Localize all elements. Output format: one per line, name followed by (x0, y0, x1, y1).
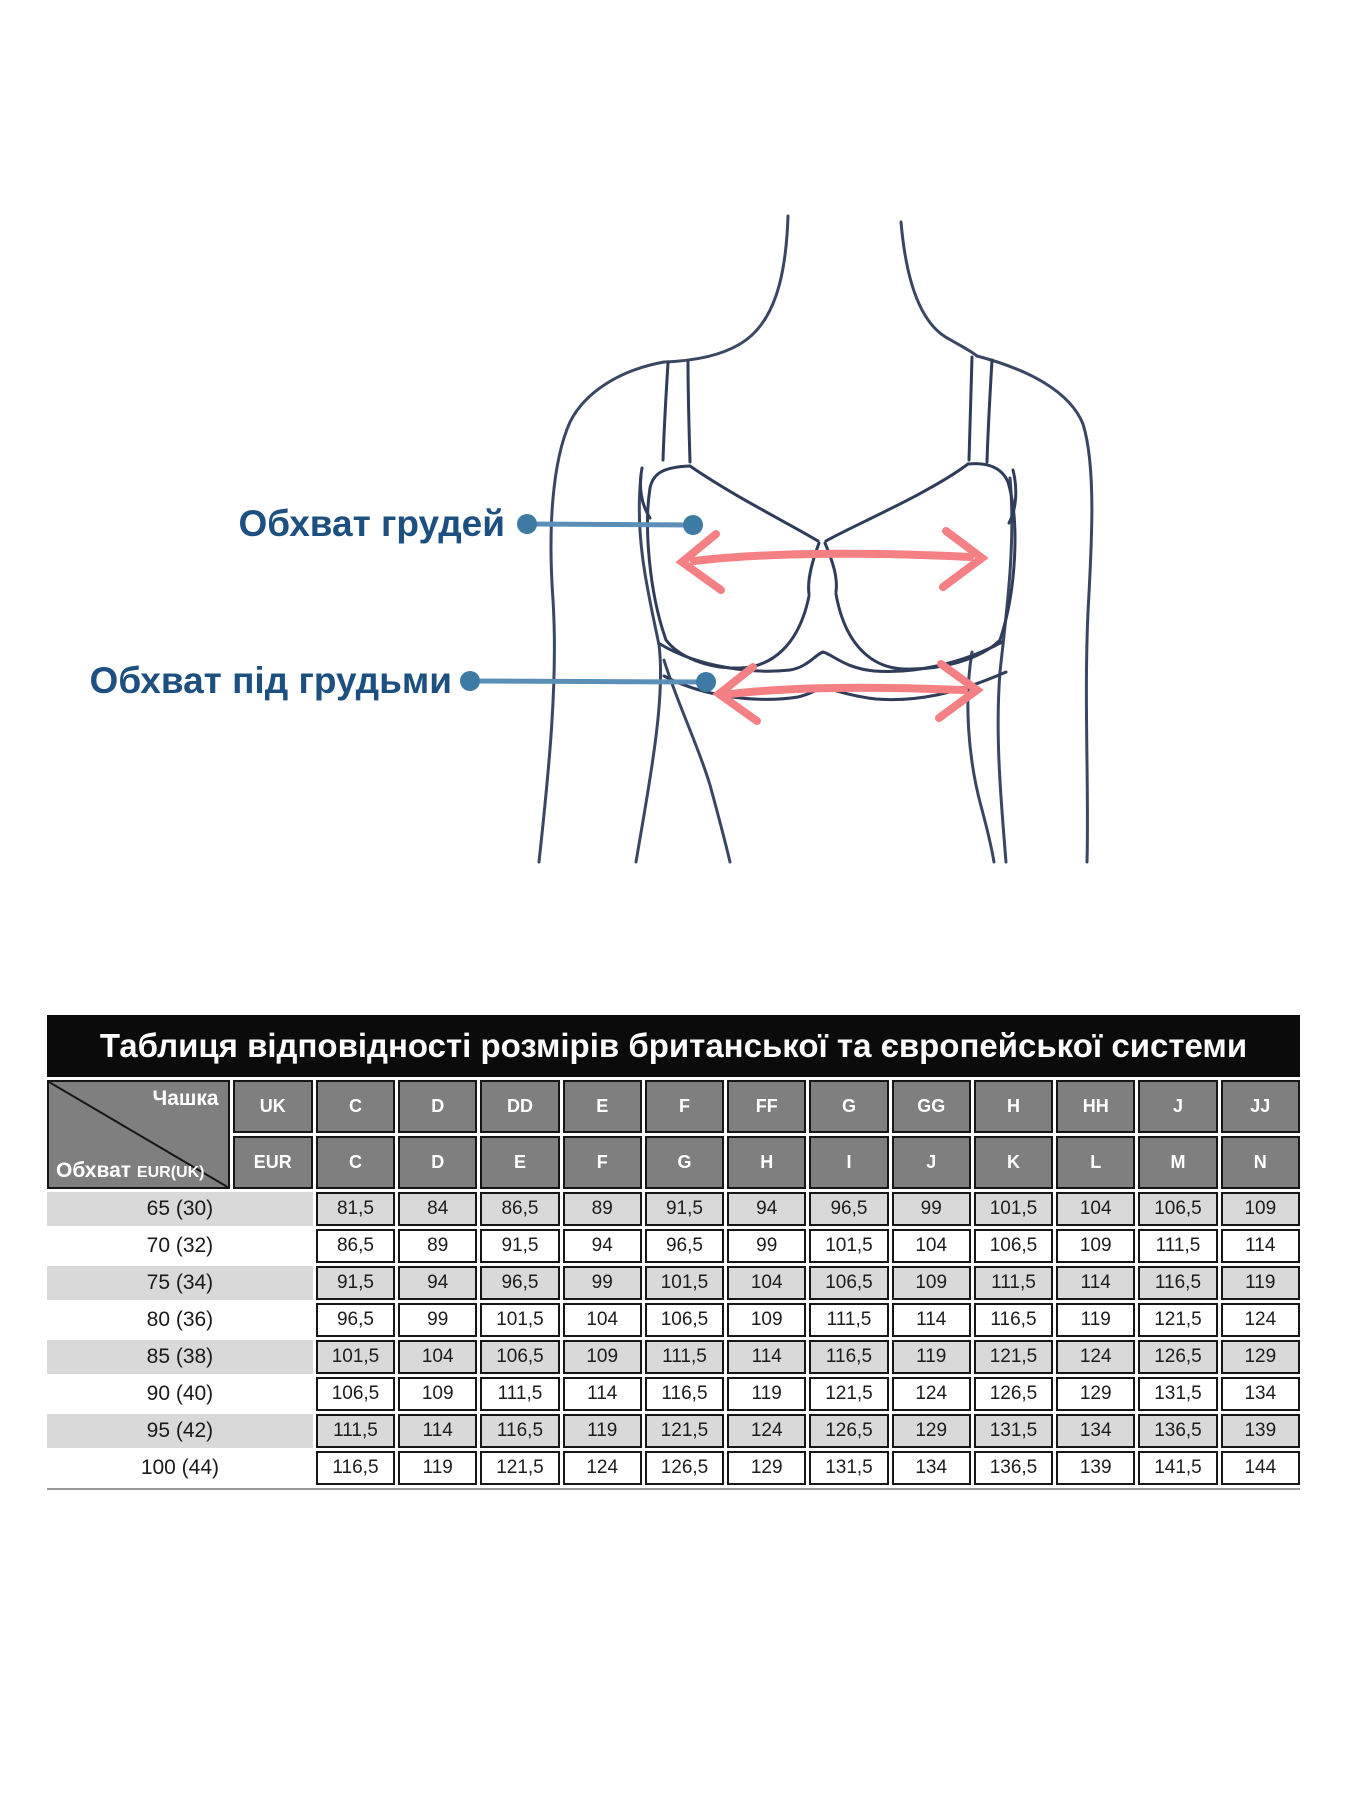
band-size-cell: 95 (42) (47, 1414, 313, 1448)
size-cell: 104 (398, 1340, 477, 1374)
size-cell: 121,5 (809, 1377, 888, 1411)
size-cell: 119 (563, 1414, 642, 1448)
size-cell: 106,5 (1138, 1192, 1217, 1226)
callout-dot (696, 672, 716, 692)
size-cell: 126,5 (1138, 1340, 1217, 1374)
cup-header: D (398, 1080, 477, 1133)
table-row (47, 1377, 1300, 1411)
cup-header: G (809, 1080, 888, 1133)
cup-header: K (974, 1136, 1053, 1189)
cup-header: H (727, 1136, 806, 1189)
size-cell: 104 (1056, 1192, 1135, 1226)
size-cell: 81,5 (316, 1192, 395, 1226)
cup-header: J (1138, 1080, 1217, 1133)
band-size-cell: 90 (40) (47, 1377, 313, 1411)
cup-header: DD (480, 1080, 559, 1133)
corner-girth-label (56, 1159, 204, 1183)
size-cell: 136,5 (1138, 1414, 1217, 1448)
size-cell: 114 (398, 1414, 477, 1448)
eur-header-row (47, 1136, 1300, 1189)
size-cell: 121,5 (645, 1414, 724, 1448)
size-cell: 136,5 (974, 1451, 1053, 1485)
cup-header: D (398, 1136, 477, 1189)
band-size-cell: 70 (32) (47, 1229, 313, 1263)
size-conversion-table (44, 1077, 1303, 1488)
size-cell: 119 (727, 1377, 806, 1411)
size-cell: 116,5 (1138, 1266, 1217, 1300)
size-cell: 111,5 (645, 1340, 724, 1374)
size-cell: 124 (563, 1451, 642, 1485)
callout-dot (517, 514, 537, 534)
cup-header: L (1056, 1136, 1135, 1189)
size-cell: 111,5 (480, 1377, 559, 1411)
size-cell: 116,5 (809, 1340, 888, 1374)
size-cell: 94 (563, 1229, 642, 1263)
size-cell: 141,5 (1138, 1451, 1217, 1485)
size-cell: 84 (398, 1192, 477, 1226)
size-cell: 119 (892, 1340, 971, 1374)
table-title: Таблиця відповідності розмірів британської та європейської системи (47, 1015, 1300, 1077)
size-cell: 104 (727, 1266, 806, 1300)
cup-header: C (316, 1080, 395, 1133)
band-size-cell: 80 (36) (47, 1303, 313, 1337)
girth-unit: EUR(UK) (136, 1164, 205, 1181)
table-row (47, 1340, 1300, 1374)
size-cell: 144 (1221, 1451, 1300, 1485)
size-cell: 126,5 (645, 1451, 724, 1485)
size-cell: 114 (1221, 1229, 1300, 1263)
size-cell: 124 (892, 1377, 971, 1411)
size-cell: 101,5 (974, 1192, 1053, 1226)
size-cell: 106,5 (809, 1266, 888, 1300)
cup-header: F (563, 1136, 642, 1189)
size-cell: 126,5 (974, 1377, 1053, 1411)
cup-header: J (892, 1136, 971, 1189)
size-cell: 86,5 (316, 1229, 395, 1263)
size-cell: 129 (727, 1451, 806, 1485)
size-cell: 109 (1056, 1229, 1135, 1263)
size-cell: 134 (892, 1451, 971, 1485)
size-cell: 96,5 (480, 1266, 559, 1300)
band-size-cell: 85 (38) (47, 1340, 313, 1374)
size-cell: 106,5 (316, 1377, 395, 1411)
cup-header: M (1138, 1136, 1217, 1189)
size-cell: 116,5 (480, 1414, 559, 1448)
size-cell: 91,5 (480, 1229, 559, 1263)
size-cell: 139 (1056, 1451, 1135, 1485)
band-size-cell: 75 (34) (47, 1266, 313, 1300)
size-cell: 139 (1221, 1414, 1300, 1448)
underbust-label: Обхват під грудьми (89, 660, 452, 701)
size-cell: 119 (1221, 1266, 1300, 1300)
size-cell: 104 (563, 1303, 642, 1337)
size-cell: 131,5 (1138, 1377, 1217, 1411)
size-cell: 109 (727, 1303, 806, 1337)
cup-header: F (645, 1080, 724, 1133)
cup-header: N (1221, 1136, 1300, 1189)
size-cell: 99 (892, 1192, 971, 1226)
size-cell: 111,5 (1138, 1229, 1217, 1263)
size-cell: 111,5 (809, 1303, 888, 1337)
size-cell: 114 (727, 1340, 806, 1374)
size-cell: 101,5 (480, 1303, 559, 1337)
eur-system-label: EUR (233, 1136, 313, 1189)
cup-header: G (645, 1136, 724, 1189)
size-cell: 86,5 (480, 1192, 559, 1226)
size-cell: 119 (398, 1451, 477, 1485)
table-row (47, 1414, 1300, 1448)
size-cell: 94 (727, 1192, 806, 1226)
size-cell: 114 (563, 1377, 642, 1411)
callout-dot (460, 671, 480, 691)
size-cell: 99 (563, 1266, 642, 1300)
size-cell: 111,5 (974, 1266, 1053, 1300)
size-cell: 96,5 (809, 1192, 888, 1226)
size-cell: 89 (563, 1192, 642, 1226)
size-cell: 131,5 (809, 1451, 888, 1485)
band-size-cell: 100 (44) (47, 1451, 313, 1485)
size-cell: 109 (563, 1340, 642, 1374)
cup-header: GG (892, 1080, 971, 1133)
bust-callout-line (517, 514, 703, 535)
size-cell: 131,5 (974, 1414, 1053, 1448)
girth-word: Обхват (56, 1159, 132, 1182)
size-cell: 106,5 (480, 1340, 559, 1374)
cup-header: E (563, 1080, 642, 1133)
table-row (47, 1229, 1300, 1263)
uk-header-row (47, 1080, 1300, 1133)
size-cell: 106,5 (645, 1303, 724, 1337)
size-cell: 129 (1056, 1377, 1135, 1411)
size-cell: 109 (1221, 1192, 1300, 1226)
size-cell: 91,5 (316, 1266, 395, 1300)
cup-header: JJ (1221, 1080, 1300, 1133)
table-row (47, 1266, 1300, 1300)
size-cell: 96,5 (316, 1303, 395, 1337)
table-row (47, 1451, 1300, 1485)
uk-system-label: UK (233, 1080, 313, 1133)
size-cell: 121,5 (480, 1451, 559, 1485)
cup-header: HH (1056, 1080, 1135, 1133)
size-cell: 116,5 (974, 1303, 1053, 1337)
cup-header: H (974, 1080, 1053, 1133)
size-cell: 121,5 (974, 1340, 1053, 1374)
size-cell: 124 (1056, 1340, 1135, 1374)
size-cell: 101,5 (809, 1229, 888, 1263)
size-cell: 114 (1056, 1266, 1135, 1300)
corner-cup-label: Чашка (152, 1087, 219, 1110)
callout-dot (683, 515, 703, 535)
table-row (47, 1192, 1300, 1226)
cup-header: C (316, 1136, 395, 1189)
size-cell: 119 (1056, 1303, 1135, 1337)
cup-header: FF (727, 1080, 806, 1133)
size-cell: 116,5 (645, 1377, 724, 1411)
size-table (47, 1015, 1300, 1490)
size-cell: 89 (398, 1229, 477, 1263)
table-row (47, 1303, 1300, 1337)
size-cell: 109 (398, 1377, 477, 1411)
size-cell: 99 (398, 1303, 477, 1337)
size-cell: 111,5 (316, 1414, 395, 1448)
size-cell: 126,5 (809, 1414, 888, 1448)
size-cell: 124 (727, 1414, 806, 1448)
corner-cell (47, 1080, 230, 1189)
bust-label: Обхват грудей (238, 503, 505, 544)
size-cell: 101,5 (645, 1266, 724, 1300)
size-cell: 129 (892, 1414, 971, 1448)
size-cell: 134 (1221, 1377, 1300, 1411)
size-cell: 106,5 (974, 1229, 1053, 1263)
size-cell: 91,5 (645, 1192, 724, 1226)
size-cell: 109 (892, 1266, 971, 1300)
size-cell: 94 (398, 1266, 477, 1300)
size-cell: 114 (892, 1303, 971, 1337)
size-cell: 129 (1221, 1340, 1300, 1374)
cup-header: E (480, 1136, 559, 1189)
size-cell: 96,5 (645, 1229, 724, 1263)
size-cell: 104 (892, 1229, 971, 1263)
size-cell: 124 (1221, 1303, 1300, 1337)
size-cell: 99 (727, 1229, 806, 1263)
band-size-cell: 65 (30) (47, 1192, 313, 1226)
cup-header: I (809, 1136, 888, 1189)
size-cell: 116,5 (316, 1451, 395, 1485)
underbust-callout-line (460, 671, 716, 692)
size-cell: 101,5 (316, 1340, 395, 1374)
size-cell: 121,5 (1138, 1303, 1217, 1337)
size-cell: 134 (1056, 1414, 1135, 1448)
